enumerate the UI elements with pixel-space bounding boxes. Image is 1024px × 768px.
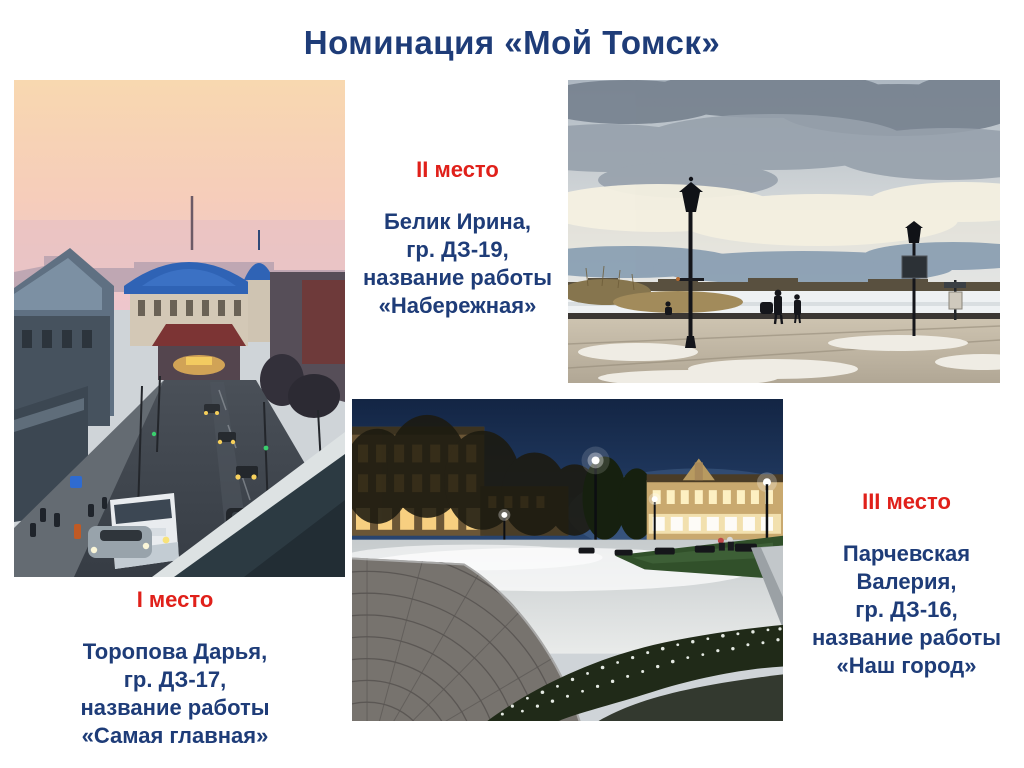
caption-line: гр. ДЗ-16,	[855, 597, 958, 622]
caption-line: «Самая главная»	[81, 723, 269, 748]
caption-line: название работы	[362, 265, 553, 290]
caption-first-place	[25, 586, 325, 750]
caption-line: Торопова Дарья,	[82, 639, 268, 664]
caption-line: название работы	[80, 695, 270, 720]
caption-line: Валерия,	[856, 569, 957, 594]
page-title: Номинация «Мой Томск»	[303, 24, 721, 61]
caption-line: название работы	[811, 625, 1002, 650]
caption-line: гр. ДЗ-19,	[406, 237, 509, 262]
caption-line: Парчевская	[842, 541, 971, 566]
place-label: II место	[416, 157, 499, 182]
place-label: III место	[862, 489, 951, 514]
caption-line: гр. ДЗ-17,	[123, 667, 227, 692]
caption-line: «Наш город»	[836, 653, 977, 678]
winter-embankment-photo	[568, 80, 1000, 383]
caption-third-place	[796, 488, 1017, 680]
caption-line: Белик Ирина,	[383, 209, 532, 234]
place-label: I место	[136, 587, 214, 612]
caption-line: «Набережная»	[378, 293, 537, 318]
dusk-street-photo	[14, 80, 345, 577]
caption-second-place	[347, 156, 568, 320]
night-square-photo	[352, 399, 783, 721]
